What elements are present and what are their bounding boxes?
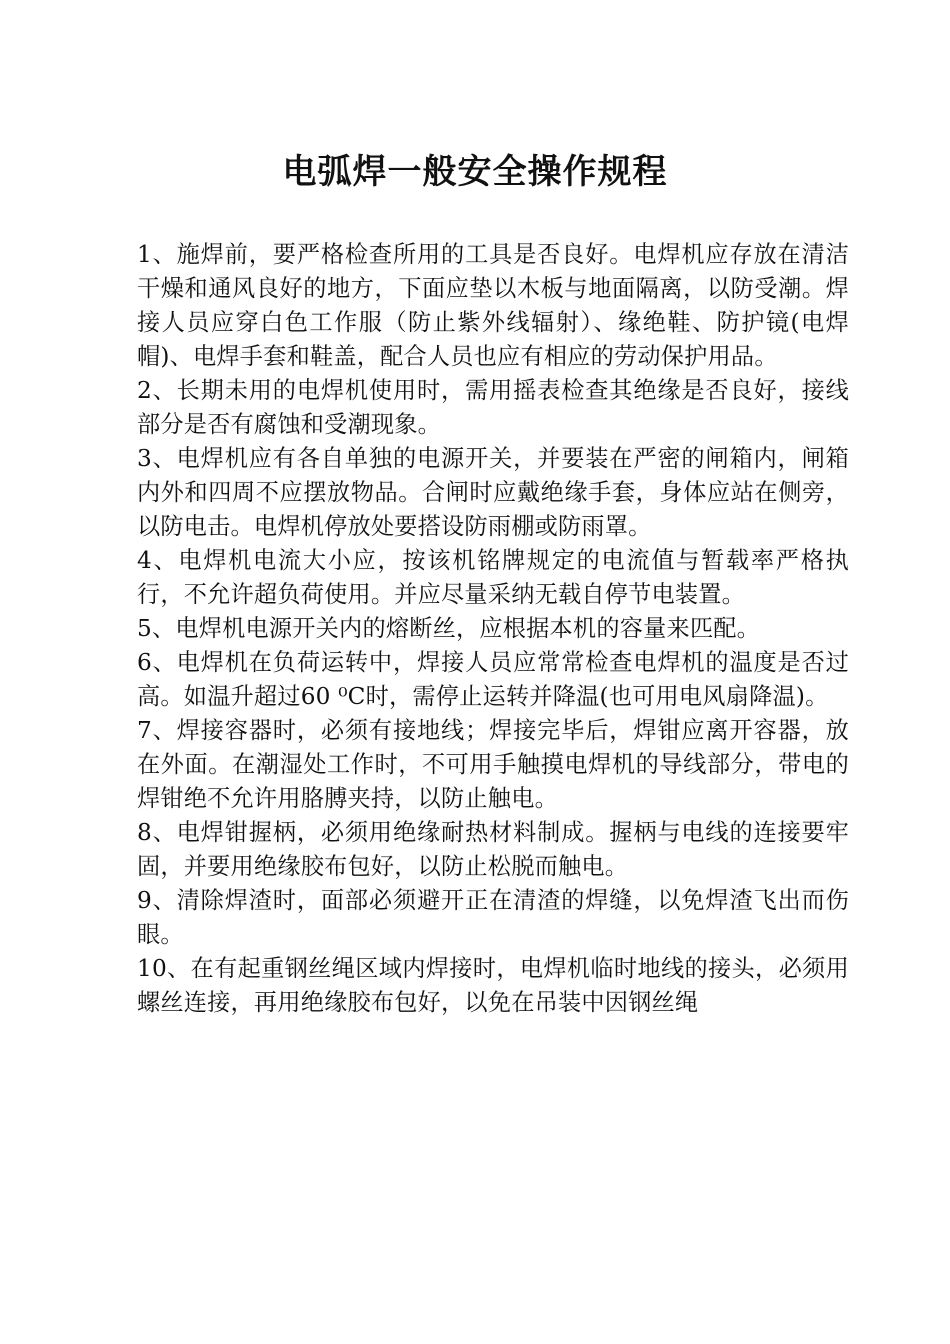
paragraph-10: 10、在有起重钢丝绳区域内焊接时，电焊机临时地线的接头，必须用螺丝连接，再用绝缘胶布包好，以免在吊装中因钢丝绳: [137, 955, 849, 1016]
page-title: 电弧焊一般安全操作规程: [282, 152, 668, 192]
paragraph-5: 5、电焊机电源开关内的熔断丝，应根据本机的容量来匹配。: [137, 615, 761, 642]
paragraph-8: 8、电焊钳握柄，必须用绝缘耐热材料制成。握柄与电线的连接要牢固，并要用绝缘胶布包好，以防止松脱而触电。: [137, 819, 849, 880]
paragraph-4: 4、电焊机电流大小应，按该机铭牌规定的电流值与暂载率严格执行，不允许超负荷使用。并应尽量采纳无载自停节电装置。: [137, 547, 849, 608]
paragraph-2: 2、长期未用的电焊机使用时，需用摇表检查其绝缘是否良好，接线部分是否有腐蚀和受潮现象。: [137, 377, 849, 438]
paragraph-7: 7、焊接容器时，必须有接地线；焊接完毕后，焊钳应离开容器，放在外面。在潮湿处工作时，不可用手触摸电焊机的导线部分，带电的焊钳绝不允许用胳膊夹持，以防止触电。: [137, 717, 849, 812]
document-body: [137, 238, 849, 1020]
paragraph-1: 1、施焊前，要严格检查所用的工具是否良好。电焊机应存放在清洁干燥和通风良好的地方，下面应垫以木板与地面隔离，以防受潮。焊接人员应穿白色工作服（防止紫外线辐射）、缘绝鞋、防护镜(电焊帽)、电焊手套和鞋盖，配合人员也应有相应的劳动保护用品。: [137, 241, 849, 370]
paragraph-3: 3、电焊机应有各自单独的电源开关，并要装在严密的闸箱内，闸箱内外和四周不应摆放物品。合闸时应戴绝缘手套，身体应站在侧旁，以防电击。电焊机停放处要搭设防雨棚或防雨罩。: [137, 445, 849, 540]
paragraph-6: 6、电焊机在负荷运转中，焊接人员应常常检查电焊机的温度是否过高。如温升超过60 ⁰C时，需停止运转并降温(也可用电风扇降温)。: [137, 649, 849, 710]
paragraph-9: 9、清除焊渣时，面部必须避开正在清渣的焊缝，以免焊渣飞出而伤眼。: [137, 887, 849, 948]
